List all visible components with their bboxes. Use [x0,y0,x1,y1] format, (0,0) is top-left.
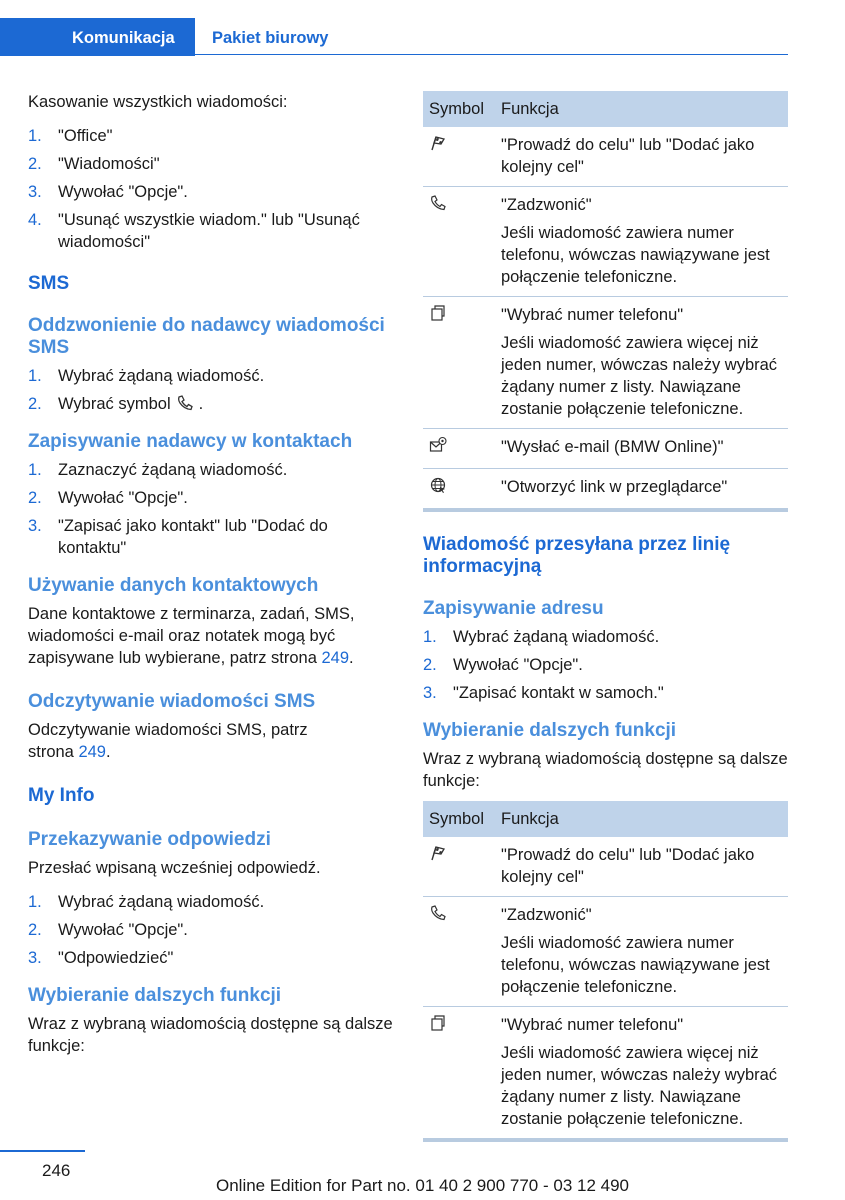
symbol-cell [423,127,495,187]
save-address-steps [423,626,788,704]
step-text: "Zapisać kontakt w samoch." [453,684,664,702]
table-row [423,837,788,897]
list-item [28,365,394,387]
forward-text: Przesłać wpisaną wcześniej odpowiedź. [28,859,321,877]
function-label: "Zadzwonić" [501,196,592,214]
phone-handset-icon [175,394,195,412]
table-row [423,297,788,429]
step-text: Wybrać żądaną wiadomość. [58,367,265,385]
function-cell [495,837,788,897]
list-item [28,153,394,175]
symbol-cell [423,897,495,1007]
list-item [28,487,394,509]
function-label: "Zadzwonić" [501,906,592,924]
function-label: "Wybrać numer telefonu" [501,306,684,324]
sms-heading: SMS [28,273,70,294]
col-symbol: Symbol [423,91,495,127]
table-row [423,187,788,297]
page-link-249[interactable]: 249 [321,649,350,667]
symbol-cell [423,837,495,897]
step-text: "Office" [58,127,113,145]
step-text: "Usunąć wszystkie wiadom." lub "Usunąć wiadomości" [58,211,360,251]
callback-steps [28,365,394,415]
step-number: 1. [423,628,437,646]
col-function: Funkcja [495,801,788,837]
phone-handset-icon [429,904,447,922]
footer-edition: Online Edition for Part no. 01 40 2 900 770 - 03 12 490 [215,1176,629,1195]
list-item [28,181,394,203]
list-item [28,891,394,913]
symbol-cell [423,469,495,511]
email-online-icon [429,436,447,454]
info-line-heading: Wiadomość przesyłana przez linię informacyjną [423,534,731,577]
contact-data-tail: . [349,649,354,667]
more-functions-text: Wraz z wybraną wiadomością dostępne są dalsze funkcje: [28,1015,393,1055]
step-text: "Zapisać jako kontakt" lub "Dodać do kontaktu" [58,517,328,557]
table-row [423,897,788,1007]
browser-globe-icon [429,476,447,494]
left-column [28,91,394,1066]
step-number: 2. [423,656,437,674]
step-text: "Wiadomości" [58,155,160,173]
function-cell [495,897,788,1007]
symbol-cell [423,1007,495,1141]
step-number: 1. [28,461,42,479]
symbol-cell [423,297,495,429]
function-label: "Prowadź do celu" lub "Dodać jako kolejny cel" [501,846,755,886]
function-cell [495,429,788,469]
select-number-icon [429,1014,447,1032]
table-row [423,429,788,469]
save-sender-steps [28,459,394,559]
page-number: 246 [42,1161,71,1180]
step-number: 2. [28,155,42,173]
function-cell [495,127,788,187]
table-row [423,1007,788,1141]
forward-heading: Przekazywanie odpowiedzi [28,829,271,850]
step-text: Wybrać żądaną wiadomość. [58,893,265,911]
right-column [423,91,788,1142]
step-number: 2. [28,395,42,413]
function-label: "Otworzyć link w przeglądarce" [501,478,728,496]
step-tail: . [198,395,204,413]
contact-data-body: Dane kontaktowe z terminarza, zadań, SMS, wiadomości e-mail oraz notatek mogą być zapisywane lub wybierane, patrz strona [28,605,355,667]
read-sms-body: Odczytywanie wiadomości SMS, patrz strona [28,721,308,761]
myinfo-heading: My Info [28,785,95,806]
table-header-row [423,91,788,127]
list-item [28,209,394,253]
function-cell [495,187,788,297]
col-symbol: Symbol [423,801,495,837]
navigation-flag-icon [429,844,447,862]
function-description: Jeśli wiadomość zawiera więcej niż jeden numer, wówczas należy wybrać żądany numer z listy. Nawiązane zostanie połączenie telefoniczne. [501,1044,778,1128]
callback-heading: Oddzwonienie do nadawcy wiadomości SMS [28,315,385,358]
header-rule [195,54,788,55]
list-item [28,919,394,941]
step-text: Wywołać "Opcje". [58,489,188,507]
symbol-cell [423,429,495,469]
step-number: 3. [28,949,42,967]
list-item [28,125,394,147]
contact-data-text [28,603,394,669]
function-cell [495,469,788,511]
list-item [423,654,788,676]
read-sms-heading: Odczytywanie wiadomości SMS [28,691,316,712]
step-text: Wybrać żądaną wiadomość. [453,628,660,646]
select-number-icon [429,304,447,322]
list-item [423,682,788,704]
function-description: Jeśli wiadomość zawiera numer telefonu, wówczas nawiązywane jest połączenie telefoniczne. [501,224,770,286]
function-description: Jeśli wiadomość zawiera więcej niż jeden numer, wówczas należy wybrać żądany numer z listy. Nawiązane zostanie połączenie telefoniczne. [501,334,778,418]
step-text: Wywołać "Opcje". [58,921,188,939]
table-header-row [423,801,788,837]
step-number: 2. [28,921,42,939]
function-label: "Wybrać numer telefonu" [501,1016,684,1034]
list-item [28,393,394,415]
function-label: "Prowadź do celu" lub "Dodać jako kolejny cel" [501,136,755,176]
table-row [423,127,788,187]
navigation-flag-icon [429,134,447,152]
step-number: 4. [28,211,42,229]
step-number: 2. [28,489,42,507]
functions-table-1 [423,91,788,512]
function-label: "Wysłać e-mail (BMW Online)" [501,438,724,456]
step-text: Zaznaczyć żądaną wiadomość. [58,461,288,479]
footer-rule [0,1150,85,1152]
delete-intro: Kasowanie wszystkich wiadomości: [28,93,288,111]
step-number: 3. [28,183,42,201]
phone-handset-icon [429,194,447,212]
page-link-249[interactable]: 249 [78,743,106,761]
read-sms-tail: . [105,743,111,761]
more-functions-text-right: Wraz z wybraną wiadomością dostępne są dalsze funkcje: [423,750,788,790]
step-text: "Odpowiedzieć" [58,949,174,967]
more-functions-heading-right: Wybieranie dalszych funkcji [423,720,677,741]
save-sender-heading: Zapisywanie nadawcy w kontaktach [28,431,353,452]
list-item [423,626,788,648]
table-row [423,469,788,511]
list-item [28,515,394,559]
forward-steps [28,891,394,969]
delete-steps [28,125,394,253]
step-text: Wywołać "Opcje". [58,183,188,201]
header-active-tab[interactable]: Komunikacja [72,29,175,47]
step-number: 3. [423,684,437,702]
step-text: Wybrać symbol [58,395,171,413]
read-sms-text [28,719,328,763]
function-description: Jeśli wiadomość zawiera numer telefonu, wówczas nawiązywane jest połączenie telefoniczne. [501,934,770,996]
function-cell [495,1007,788,1141]
step-number: 1. [28,893,42,911]
step-number: 1. [28,127,42,145]
step-number: 3. [28,517,42,535]
save-address-heading: Zapisywanie adresu [423,598,604,619]
col-function: Funkcja [495,91,788,127]
step-number: 1. [28,367,42,385]
list-item [28,947,394,969]
function-cell [495,297,788,429]
contact-data-heading: Używanie danych kontaktowych [28,575,319,596]
step-text: Wywołać "Opcje". [453,656,583,674]
functions-table-2 [423,801,788,1142]
header-inactive-tab[interactable]: Pakiet biurowy [212,29,329,47]
list-item [28,459,394,481]
more-functions-heading: Wybieranie dalszych funkcji [28,985,282,1006]
symbol-cell [423,187,495,297]
